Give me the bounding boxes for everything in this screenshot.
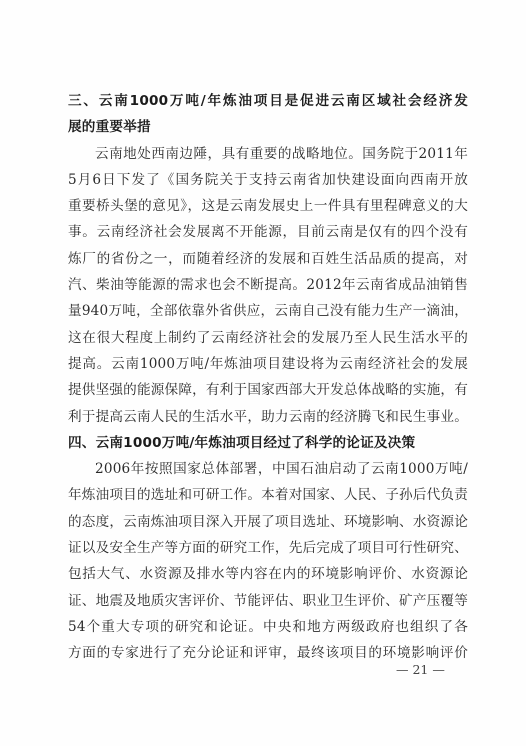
paragraph-strategic-position bbox=[68, 141, 468, 430]
paragraph-line: 的态度，云南炼油项目深入开展了项目选址、环境影响、水资源论 bbox=[68, 513, 468, 530]
heading-line: 四、云南1000万吨/年炼油项目经过了科学的论证及决策 bbox=[68, 434, 416, 451]
paragraph-line: 云南地处西南边陲，具有重要的战略地位。国务院于2011年 bbox=[95, 145, 468, 162]
section-heading-3 bbox=[68, 88, 468, 141]
paragraph-line: 年炼油项目的选址和可研工作。本着对国家、人民、子孙后代负责 bbox=[68, 487, 468, 504]
paragraph-line: 提供坚强的能源保障，有利于国家西部大开发总体战略的实施，有 bbox=[68, 382, 468, 399]
heading-line: 三、云南1000万吨/年炼油项目是促进云南区域社会经济发 bbox=[68, 93, 468, 109]
paragraph-line: 2006年按照国家总体部署，中国石油启动了云南1000万吨/ bbox=[95, 461, 468, 478]
paragraph-line: 汽、柴油等能源的需求也会不断提高。2012年云南省成品油销售 bbox=[68, 277, 468, 294]
paragraph-line: 证、地震及地质灾害评价、节能评估、职业卫生评价、矿产压覆等 bbox=[68, 592, 468, 609]
paragraph-scientific-demonstration bbox=[68, 456, 468, 666]
paragraph-line: 量940万吨，全部依靠外省供应，云南自己没有能力生产一滴油， bbox=[68, 303, 468, 320]
paragraph-line: 包括大气、水资源及排水等内容在内的环境影响评价、水资源论 bbox=[68, 566, 468, 583]
paragraph-line: 5月6日下发了《国务院关于支持云南省加快建设面向西南开放 bbox=[68, 171, 468, 188]
paragraph-line: 证以及安全生产等方面的研究工作，先后完成了项目可行性研究、 bbox=[68, 540, 468, 557]
heading-line: 展的重要举措 bbox=[68, 119, 151, 136]
paragraph-line: 方面的专家进行了充分论证和评审，最终该项目的环境影响评价 bbox=[68, 645, 468, 662]
paragraph-line: 利于提高云南人民的生活水平，助力云南的经济腾飞和民生事业。 bbox=[68, 408, 468, 425]
paragraph-line: 这在很大程度上制约了云南经济社会的发展乃至人民生活水平的 bbox=[68, 329, 468, 346]
paragraph-line: 事。云南经济社会发展离不开能源，目前云南是仅有的四个没有 bbox=[68, 224, 468, 241]
paragraph-line: 提高。云南1000万吨/年炼油项目建设将为云南经济社会的发展 bbox=[68, 355, 468, 372]
page-body bbox=[68, 88, 468, 667]
paragraph-line: 54个重大专项的研究和论证。中央和地方两级政府也组织了各 bbox=[68, 618, 468, 635]
paragraph-line: 炼厂的省份之一，而随着经济的发展和百姓生活品质的提高，对 bbox=[68, 250, 468, 267]
page-number: — 21 — bbox=[396, 662, 445, 677]
section-heading-4 bbox=[68, 430, 468, 456]
paragraph-line: 重要桥头堡的意见》，这是云南发展史上一件具有里程碑意义的大 bbox=[68, 198, 468, 215]
